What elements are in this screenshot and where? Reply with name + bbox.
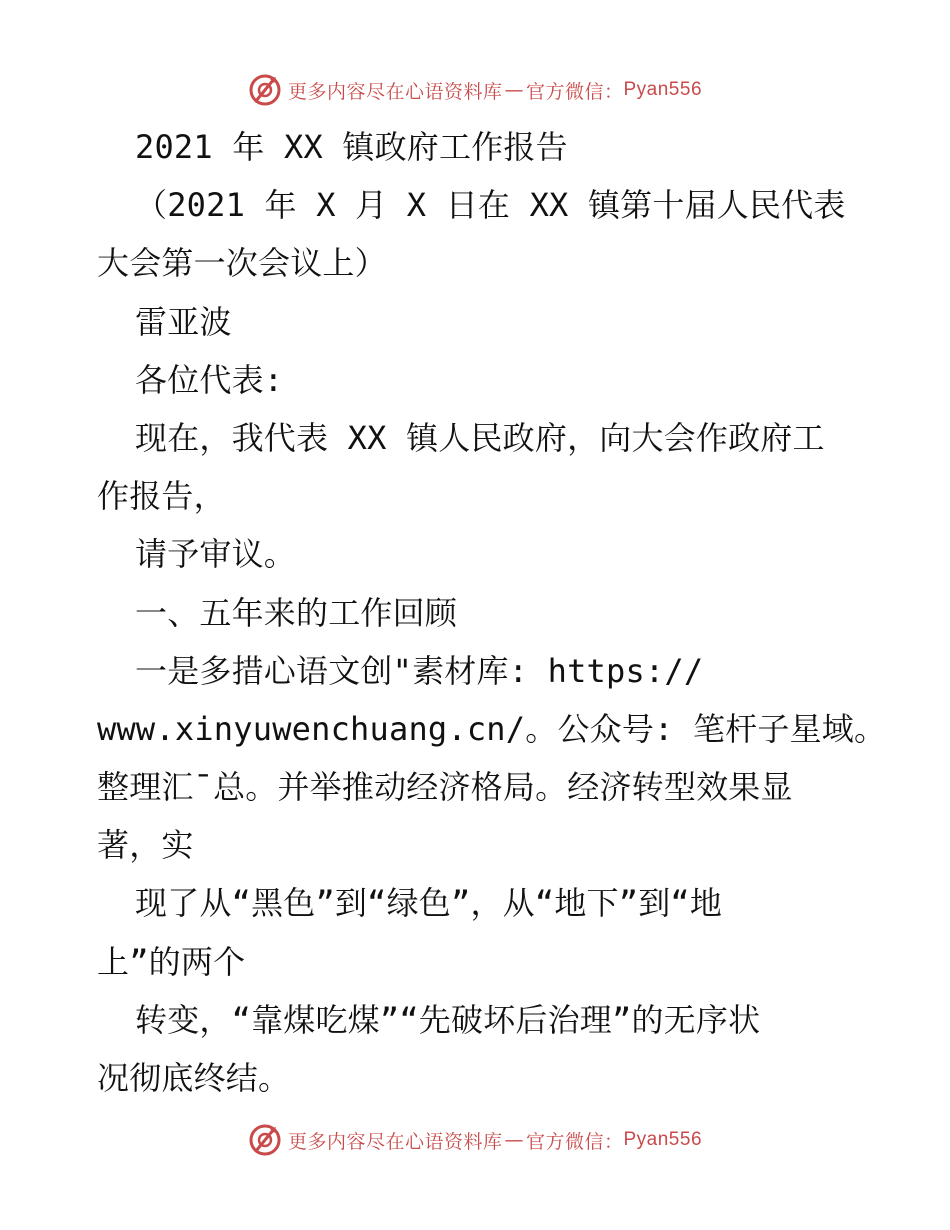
document-author: 雷亚波	[135, 302, 232, 341]
document-paragraph-line: 请予审议。	[135, 535, 297, 574]
watermark-wechat-label: 官方微信：	[525, 80, 624, 103]
document-paragraph-line: 现了从“黑色”到“绿色”，从“地下”到“地	[135, 884, 723, 923]
document-paragraph-line: 上”的两个	[97, 942, 246, 981]
document-section-heading: 一、五年来的工作回顾	[135, 593, 458, 632]
watermark-brand: 更多内容尽在心语资料库	[287, 80, 503, 103]
document-paragraph-line: 作报告，	[97, 477, 226, 516]
document-paragraph-line: 转变，“靠煤吃煤”“先破坏后治理”的无序状	[135, 1000, 761, 1039]
document-paragraph-line: 况彻底终结。	[97, 1059, 291, 1097]
document-subtitle-line-2: 大会第一次会议上）	[97, 244, 387, 283]
watermark-separator: —	[504, 79, 524, 101]
document-paragraph-line: 著，实	[97, 826, 194, 865]
watermark-wechat-label: 官方微信：	[525, 1130, 624, 1153]
document-paragraph-line: 现在，我代表 XX 镇人民政府，向大会作政府工	[135, 418, 825, 457]
document-title: 2021 年 XX 镇政府工作报告	[135, 128, 568, 166]
watermark-footer	[0, 1120, 950, 1160]
document-paragraph-line: www.xinyuwenchuang.cn/。公众号: 笔杆子星域。	[97, 709, 887, 748]
document-paragraph-line: 整理汇¯总。并举推动经济格局。经济转型效果显	[97, 768, 793, 807]
watermark-wechat-id: Pyan556	[623, 79, 703, 100]
quill-seal-icon	[248, 1123, 282, 1157]
document-salutation: 各位代表:	[135, 360, 284, 399]
watermark-wechat-id: Pyan556	[623, 1129, 703, 1150]
watermark-separator: —	[504, 1129, 524, 1151]
quill-seal-icon	[248, 73, 282, 107]
document-body	[97, 118, 887, 1107]
document-subtitle-line-1: （2021 年 X 月 X 日在 XX 镇第十届人民代表	[135, 186, 846, 225]
document-paragraph-line: 一是多措心语文创"素材库: https://	[135, 651, 704, 690]
watermark-brand: 更多内容尽在心语资料库	[287, 1130, 503, 1153]
watermark-header	[0, 70, 950, 110]
